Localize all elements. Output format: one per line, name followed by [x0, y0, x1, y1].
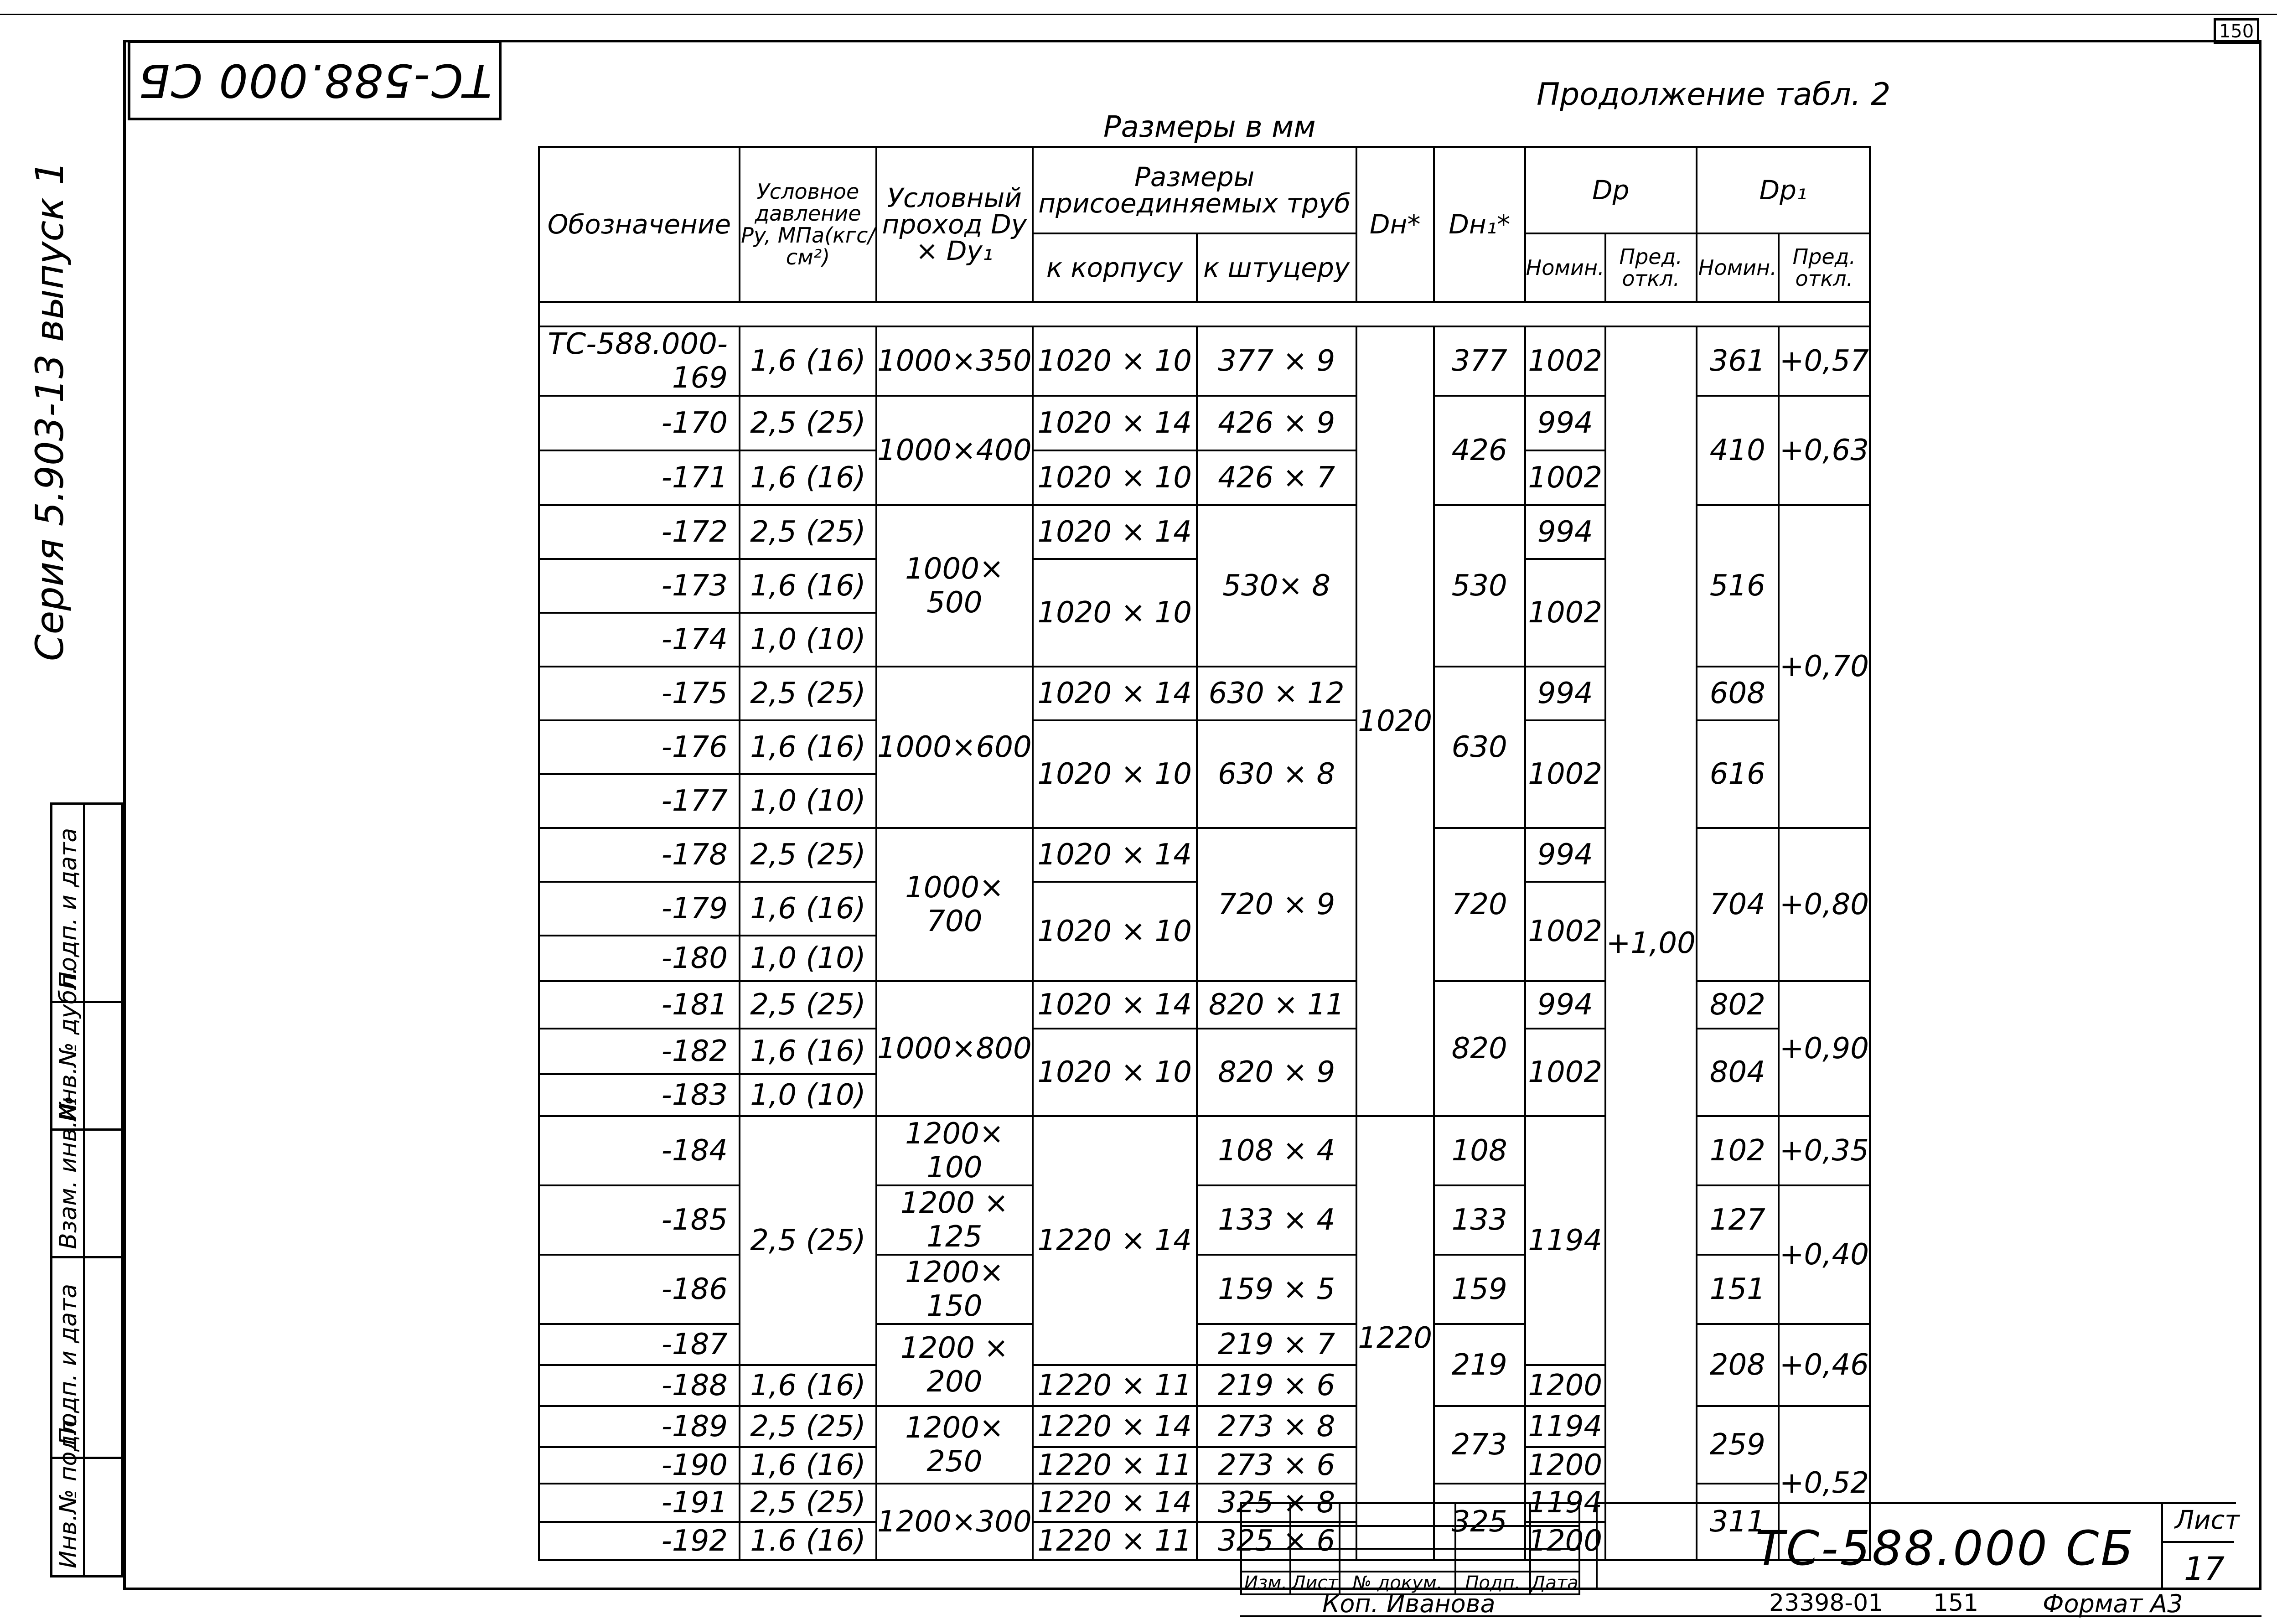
cell-dp-nom: 1002	[1525, 882, 1605, 981]
cell-dp-nom: 1002	[1525, 326, 1605, 396]
cell-dn1: 325	[1434, 1484, 1525, 1560]
cell-to-body: 1220 × 14	[1033, 1116, 1197, 1365]
cell-dn1: 219	[1434, 1324, 1525, 1406]
cell-to-fitting: 820 × 9	[1197, 1029, 1356, 1116]
cell-dn: 1020	[1356, 326, 1434, 1116]
cell-to-fitting: 273 × 6	[1197, 1447, 1356, 1484]
cell-dp1-nom: 704	[1697, 828, 1779, 981]
cell-dp1-nom: 361	[1697, 326, 1779, 396]
header-dp1: Dр₁	[1697, 147, 1870, 233]
cell-to-body: 1020 × 14	[1033, 667, 1197, 720]
tb-label: Изм.	[1241, 1572, 1290, 1594]
cell-to-fitting: 108 × 4	[1197, 1116, 1356, 1185]
cell-to-fitting: 426 × 7	[1197, 450, 1356, 505]
tb-label: Дата	[1530, 1572, 1579, 1594]
continuation-label: Продолжение табл. 2	[1537, 77, 1891, 113]
cell-to-fitting: 273 × 8	[1197, 1406, 1356, 1447]
cell-dn1: 426	[1434, 396, 1525, 505]
cell-dp1-tol: +0,63	[1779, 396, 1870, 505]
header-dp-nom: Номин.	[1525, 233, 1605, 302]
cell-designation: -191	[539, 1484, 740, 1522]
cell-passage: 1000×400	[876, 396, 1033, 505]
cell-dp-nom: 1194	[1525, 1116, 1605, 1365]
cell-pressure: 2,5 (25)	[740, 667, 876, 720]
title-block-code: ТС-588.000 СБ	[1755, 1521, 2135, 1576]
cell-pressure: 1,6 (16)	[740, 326, 876, 396]
dimensions-table	[538, 146, 1871, 1561]
side-label: Взам. инв.№	[55, 1096, 82, 1249]
cell-to-body: 1020 × 14	[1033, 396, 1197, 450]
cell-dp-nom: 1002	[1525, 559, 1605, 667]
cell-designation: -192	[539, 1522, 740, 1560]
cell-designation: -187	[539, 1324, 740, 1365]
cell-dn1: 630	[1434, 667, 1525, 828]
cell-dn1: 108	[1434, 1116, 1525, 1185]
cell-to-fitting: 219 × 6	[1197, 1365, 1356, 1406]
cell-to-body: 1020 × 10	[1033, 326, 1197, 396]
cell-dp-nom: 1002	[1525, 720, 1605, 828]
cell-to-body: 1020 × 14	[1033, 828, 1197, 882]
tb-label: Подп.	[1455, 1572, 1530, 1594]
cell-pressure: 2,5 (25)	[740, 1484, 876, 1522]
cell-passage: 1200× 100	[876, 1116, 1033, 1185]
cell-to-fitting: 720 × 9	[1197, 828, 1356, 981]
cell-passage: 1200× 250	[876, 1406, 1033, 1484]
cell-pressure: 2,5 (25)	[740, 1116, 876, 1365]
cell-dp1-tol: +0,90	[1779, 981, 1870, 1116]
cell-pressure: 1,6 (16)	[740, 1029, 876, 1074]
cell-to-body: 1020 × 14	[1033, 981, 1197, 1029]
cell-pressure: 2,5 (25)	[740, 396, 876, 450]
side-label: Подп. и дата	[55, 828, 82, 989]
cell-dp1-nom: 802	[1697, 981, 1779, 1029]
cell-designation: ТС-588.000-169	[539, 326, 740, 396]
cell-to-fitting: 426 × 9	[1197, 396, 1356, 450]
cell-designation: -170	[539, 396, 740, 450]
cell-dp1-nom: 311	[1697, 1484, 1779, 1560]
cell-dp-nom: 1194	[1525, 1406, 1605, 1447]
revision-grid	[1240, 1502, 1580, 1595]
cell-passage: 1000× 500	[876, 505, 1033, 667]
cell-designation: -181	[539, 981, 740, 1029]
cell-passage: 1200×300	[876, 1484, 1033, 1560]
cell-dp1-nom: 616	[1697, 720, 1779, 828]
cell-dn1: 377	[1434, 326, 1525, 396]
cell-designation: -178	[539, 828, 740, 882]
header-dp1-nom: Номин.	[1697, 233, 1779, 302]
cell-designation: -177	[539, 774, 740, 828]
cell-pressure: 2,5 (25)	[740, 505, 876, 559]
cell-designation: -174	[539, 613, 740, 667]
cell-passage: 1200× 150	[876, 1255, 1033, 1324]
units-label: Размеры в мм	[1103, 110, 1316, 144]
cell-dn: 1220	[1356, 1116, 1434, 1560]
cell-designation: -176	[539, 720, 740, 774]
cell-dp1-tol: +0,80	[1779, 828, 1870, 981]
cell-to-body: 1020 × 10	[1033, 1029, 1197, 1116]
cell-pressure: 1,0 (10)	[740, 936, 876, 981]
cell-pressure: 1,6 (16)	[740, 450, 876, 505]
cell-pressure: 1,6 (16)	[740, 1447, 876, 1484]
table-row	[539, 326, 1870, 396]
cell-passage: 1000×350	[876, 326, 1033, 396]
cell-designation: -183	[539, 1074, 740, 1116]
cell-dp-nom: 1002	[1525, 1029, 1605, 1116]
cell-to-fitting: 377 × 9	[1197, 326, 1356, 396]
cell-to-body: 1220 × 14	[1033, 1484, 1197, 1522]
cell-dp1-nom: 208	[1697, 1324, 1779, 1406]
format-label: Формат А3	[2043, 1589, 2183, 1618]
cell-pressure: 2,5 (25)	[740, 828, 876, 882]
cell-to-body: 1220 × 14	[1033, 1406, 1197, 1447]
cell-designation: -186	[539, 1255, 740, 1324]
cell-to-fitting: 133 × 4	[1197, 1185, 1356, 1255]
cell-designation: -171	[539, 450, 740, 505]
cell-dp-nom: 1002	[1525, 450, 1605, 505]
cell-pressure: 1,6 (16)	[740, 1365, 876, 1406]
cell-designation: -175	[539, 667, 740, 720]
cell-dp1-nom: 102	[1697, 1116, 1779, 1185]
top-border-line	[0, 14, 2277, 15]
cell-passage: 1200 × 200	[876, 1324, 1033, 1406]
archive-number: 23398-01	[1769, 1589, 1884, 1617]
cell-to-body: 1020 × 14	[1033, 505, 1197, 559]
cell-to-fitting: 325 × 8	[1197, 1484, 1356, 1522]
cell-designation: -179	[539, 882, 740, 936]
cell-dp1-nom: 804	[1697, 1029, 1779, 1116]
cell-pressure: 1,0 (10)	[740, 613, 876, 667]
cell-to-fitting: 159 × 5	[1197, 1255, 1356, 1324]
cell-to-body: 1020 × 10	[1033, 559, 1197, 667]
cell-to-body: 1220 × 11	[1033, 1365, 1197, 1406]
cell-to-fitting: 219 × 7	[1197, 1324, 1356, 1365]
sheet-value: 17	[2184, 1550, 2225, 1588]
cell-pressure: 1,6 (16)	[740, 720, 876, 774]
cell-to-fitting: 530× 8	[1197, 505, 1356, 667]
header-pressure: Условное давление Py, МПа(кгс/см²)	[740, 147, 876, 302]
tb-label: № докум.	[1340, 1572, 1455, 1594]
cell-passage: 1200 × 125	[876, 1185, 1033, 1255]
cell-dp1-tol: +0,70	[1779, 505, 1870, 828]
cell-dp1-tol: +0,46	[1779, 1324, 1870, 1406]
cell-designation: -189	[539, 1406, 740, 1447]
cell-dp1-tol: +0,35	[1779, 1116, 1870, 1185]
cell-dp1-nom: 259	[1697, 1406, 1779, 1484]
cell-dn1: 133	[1434, 1185, 1525, 1255]
cell-to-fitting: 630 × 8	[1197, 720, 1356, 828]
cell-dp-nom: 994	[1525, 981, 1605, 1029]
cell-designation: -182	[539, 1029, 740, 1074]
cell-to-body: 1220 × 11	[1033, 1522, 1197, 1560]
side-label: Подп. и дата	[55, 1283, 82, 1445]
sheet-number: 150	[2219, 21, 2254, 42]
cell-dp1-nom: 151	[1697, 1255, 1779, 1324]
header-to-fitting: к штуцеру	[1197, 233, 1356, 302]
cell-dp-nom: 994	[1525, 828, 1605, 882]
header-dp: Dр	[1525, 147, 1697, 233]
cell-pressure: 1.6 (16)	[740, 1522, 876, 1560]
cell-designation: -173	[539, 559, 740, 613]
rotated-code-box	[128, 40, 502, 120]
cell-designation: -190	[539, 1447, 740, 1484]
cell-designation: -184	[539, 1116, 740, 1185]
cell-pressure: 1,6 (16)	[740, 559, 876, 613]
cell-to-fitting: 325 × 6	[1197, 1522, 1356, 1560]
cell-passage: 1000×600	[876, 667, 1033, 828]
cell-designation: -180	[539, 936, 740, 981]
side-series-label: Серия 5.903-13 выпуск 1	[27, 160, 72, 661]
cell-dp-nom: 1200	[1525, 1522, 1605, 1560]
cell-to-fitting: 630 × 12	[1197, 667, 1356, 720]
rotated-doc-code: ТС-588.000 СБ	[137, 53, 492, 107]
cell-dp1-tol: +0,40	[1779, 1185, 1870, 1324]
cell-to-fitting: 820 × 11	[1197, 981, 1356, 1029]
archive-page: 151	[1933, 1589, 1979, 1617]
tb-label: Лист	[1290, 1572, 1340, 1594]
cell-dn1: 273	[1434, 1406, 1525, 1484]
cell-pressure: 2,5 (25)	[740, 1406, 876, 1447]
header-dp1-tol: Пред. откл.	[1779, 233, 1870, 302]
sheet-label: Лист	[2175, 1505, 2240, 1535]
cell-dn1: 530	[1434, 505, 1525, 667]
author-label: Коп. Иванова	[1322, 1589, 1496, 1618]
header-passage: Условный проход Dy × Dy₁	[876, 147, 1033, 302]
header-pipe-sizes: Размеры присоединяемых труб	[1033, 147, 1356, 233]
cell-to-body: 1020 × 10	[1033, 450, 1197, 505]
cell-dp1-tol: +0,52	[1779, 1406, 1870, 1560]
cell-dp-nom: 994	[1525, 667, 1605, 720]
cell-dp-tol: +1,00	[1605, 326, 1697, 1560]
cell-dp-nom: 1200	[1525, 1365, 1605, 1406]
side-label: Инв.№ подл.	[55, 1412, 82, 1568]
cell-dp1-nom: 127	[1697, 1185, 1779, 1255]
cell-dp1-nom: 608	[1697, 667, 1779, 720]
cell-dp-nom: 1200	[1525, 1447, 1605, 1484]
side-label: Инв.№ дубл.	[55, 967, 82, 1122]
cell-dp-nom: 1194	[1525, 1484, 1605, 1522]
header-dn1: Dн₁*	[1434, 147, 1525, 302]
cell-dp1-nom: 410	[1697, 396, 1779, 505]
cell-dp-nom: 994	[1525, 396, 1605, 450]
cell-to-body: 1020 × 10	[1033, 882, 1197, 981]
cell-designation: -172	[539, 505, 740, 559]
cell-pressure: 1,6 (16)	[740, 882, 876, 936]
cell-dp-nom: 994	[1525, 505, 1605, 559]
cell-to-body: 1220 × 11	[1033, 1447, 1197, 1484]
cell-dn1: 720	[1434, 828, 1525, 981]
sheet-cell-divider	[2161, 1541, 2234, 1543]
cell-dn1: 159	[1434, 1255, 1525, 1324]
header-designation: Обозначение	[539, 147, 740, 302]
header-dn: Dн*	[1356, 147, 1434, 302]
cell-to-body: 1020 × 10	[1033, 720, 1197, 828]
cell-dp1-nom: 516	[1697, 505, 1779, 667]
cell-passage: 1000× 700	[876, 828, 1033, 981]
cell-dp1-tol: +0,57	[1779, 326, 1870, 396]
cell-designation: -185	[539, 1185, 740, 1255]
cell-pressure: 1,0 (10)	[740, 1074, 876, 1116]
header-to-body: к корпусу	[1033, 233, 1197, 302]
cell-pressure: 2,5 (25)	[740, 981, 876, 1029]
cell-pressure: 1,0 (10)	[740, 774, 876, 828]
cell-passage: 1000×800	[876, 981, 1033, 1116]
cell-designation: -188	[539, 1365, 740, 1406]
cell-dn1: 820	[1434, 981, 1525, 1116]
header-dp-tol: Пред. откл.	[1605, 233, 1697, 302]
